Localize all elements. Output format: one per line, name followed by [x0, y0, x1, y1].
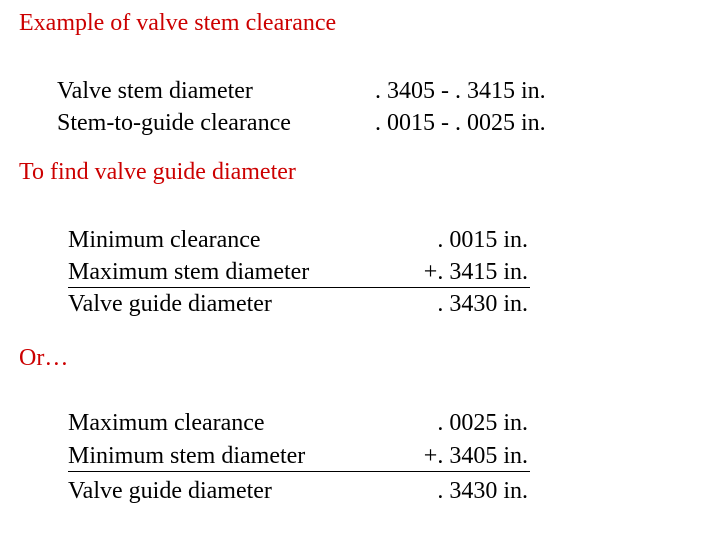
calc-value: . 0015 in. — [437, 227, 528, 253]
calc-value-addend: +. 3415 in. — [423, 259, 528, 285]
spec-value: . 3405 - . 3415 in. — [375, 78, 546, 104]
calc-result-label: Valve guide diameter — [68, 291, 272, 317]
sum-rule — [68, 287, 530, 288]
calc-result-value: . 3430 in. — [437, 291, 528, 317]
calc-label: Maximum clearance — [68, 410, 265, 436]
sum-rule — [68, 471, 530, 472]
calc-label: Minimum clearance — [68, 227, 261, 253]
section-heading-or: Or… — [19, 345, 69, 371]
calc-value-addend: +. 3405 in. — [423, 443, 528, 469]
section-heading-find-guide-diameter: To find valve guide diameter — [19, 159, 296, 185]
slide-title: Example of valve stem clearance — [19, 10, 337, 36]
calc-result-value: . 3430 in. — [437, 478, 528, 504]
calc-value: . 0025 in. — [437, 410, 528, 436]
calc-result-label: Valve guide diameter — [68, 478, 272, 504]
calc-label-addend: Maximum stem diameter — [68, 259, 310, 285]
spec-value: . 0015 - . 0025 in. — [375, 110, 546, 136]
spec-label: Valve stem diameter — [57, 78, 253, 104]
spec-label: Stem-to-guide clearance — [57, 110, 291, 136]
calc-label-addend: Minimum stem diameter — [68, 443, 306, 469]
